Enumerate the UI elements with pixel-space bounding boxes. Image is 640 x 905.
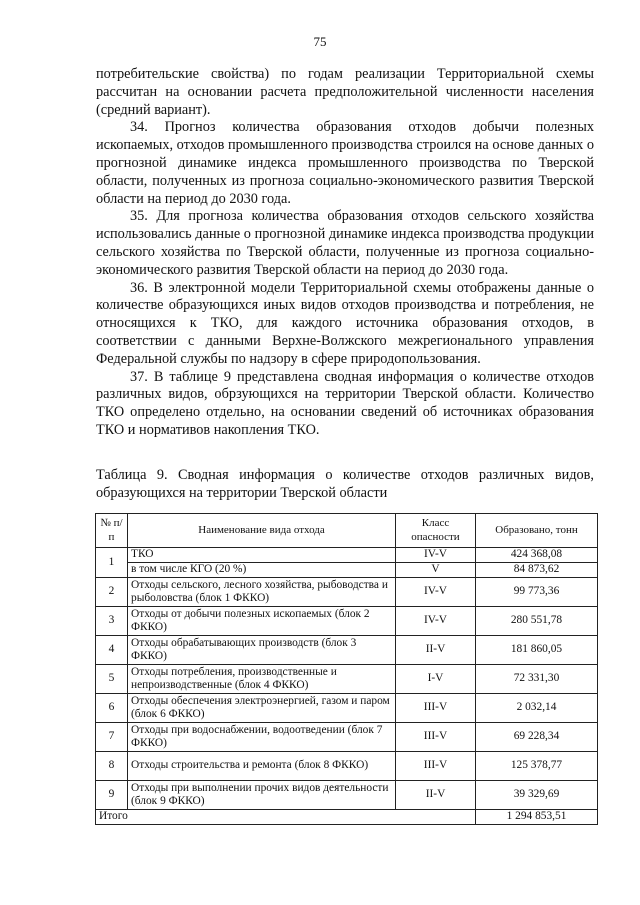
row-class: III-V — [396, 694, 476, 723]
table-row — [96, 636, 598, 665]
table-total-row — [96, 810, 598, 825]
row-class: I-V — [396, 665, 476, 694]
table-row — [96, 723, 598, 752]
row-num: 9 — [96, 781, 128, 810]
row-name: Отходы потребления, производственные и непроизводственные (блок 4 ФККО) — [128, 665, 396, 694]
row-name: ТКО — [128, 548, 396, 563]
row-class: III-V — [396, 723, 476, 752]
table-row — [96, 548, 598, 563]
row-class: III-V — [396, 752, 476, 781]
total-amount: 1 294 853,51 — [476, 810, 598, 825]
table-row — [96, 694, 598, 723]
table-row — [96, 752, 598, 781]
row-num: 5 — [96, 665, 128, 694]
paragraph-35: 35. Для прогноза количества образования отходов сельского хозяйства использовались данные о прогнозной динамике индекса производства продукции сельского хозяйства по Тверской области, полученные из прогноза социально-экономического развития Тверской области на период до 2030 года. — [96, 208, 594, 278]
row-class: IV-V — [396, 548, 476, 563]
paragraph-continuation: потребительские свойства) по годам реализации Территориальной схемы рассчитан на основании расчета предположительной численности населения (средний вариант). — [96, 66, 594, 118]
row-name: Отходы обрабатывающих производств (блок 3 ФККО) — [128, 636, 396, 665]
row-num: 6 — [96, 694, 128, 723]
row-amount: 72 331,30 — [476, 665, 598, 694]
paragraph-36: 36. В электронной модели Территориальной схемы отображены данные о количестве образующихся иных видов отходов производства и потребления, не относящихся к ТКО, для каждого источника образования отходов, в соответствии с данными Верхне-Волжского межрегионального управления Федеральной службы по надзору в сфере природопользования. — [96, 279, 594, 367]
header-name: Наименование вида отхода — [128, 514, 396, 548]
table-header-row — [96, 514, 598, 548]
row-name: Отходы при выполнении прочих видов деятельности (блок 9 ФККО) — [128, 781, 396, 810]
row-name: Отходы строительства и ремонта (блок 8 ФККО) — [128, 752, 396, 781]
row-name: Отходы сельского, лесного хозяйства, рыбоводства и рыболовства (блок 1 ФККО) — [128, 578, 396, 607]
header-class: Класс опасности — [396, 514, 476, 548]
table-row — [96, 578, 598, 607]
row-amount: 2 032,14 — [476, 694, 598, 723]
row-num: 1 — [96, 548, 128, 578]
table-row — [96, 607, 598, 636]
row-name: в том числе КГО (20 %) — [128, 563, 396, 578]
row-name: Отходы при водоснабжении, водоотведении (блок 7 ФККО) — [128, 723, 396, 752]
row-amount: 181 860,05 — [476, 636, 598, 665]
row-num: 7 — [96, 723, 128, 752]
row-amount: 69 228,34 — [476, 723, 598, 752]
row-class: IV-V — [396, 578, 476, 607]
body-text — [96, 66, 594, 440]
row-num: 3 — [96, 607, 128, 636]
total-label: Итого — [96, 810, 476, 825]
waste-summary-table — [95, 513, 598, 825]
header-amount: Образовано, тонн — [476, 514, 598, 548]
row-num: 4 — [96, 636, 128, 665]
table-row — [96, 665, 598, 694]
page-number: 75 — [313, 34, 327, 49]
row-class: IV-V — [396, 607, 476, 636]
table-caption: Таблица 9. Сводная информация о количестве отходов различных видов, образующихся на территории Тверской области — [96, 467, 594, 501]
row-name: Отходы обеспечения электроэнергией, газом и паром (блок 6 ФККО) — [128, 694, 396, 723]
row-num: 8 — [96, 752, 128, 781]
row-class: V — [396, 563, 476, 578]
paragraph-34: 34. Прогноз количества образования отходов добычи полезных ископаемых, отходов промышленного производства строился на основе данных о прогнозной динамике индекса промышленного производства по Тверской области, полученных из прогноза социально-экономического развития Тверской области на период до 2030 года. — [96, 119, 594, 207]
row-num: 2 — [96, 578, 128, 607]
row-amount: 424 368,08 — [476, 548, 598, 563]
row-class: II-V — [396, 636, 476, 665]
row-amount: 84 873,62 — [476, 563, 598, 578]
row-class: II-V — [396, 781, 476, 810]
row-amount: 39 329,69 — [476, 781, 598, 810]
paragraph-37: 37. В таблице 9 представлена сводная информация о количестве отходов различных видов, обрзующихся на территории Тверской области. Количество ТКО определено отдельно, на основании сведений об источниках образования ТКО и нормативов накопления ТКО. — [96, 368, 594, 438]
row-amount: 280 551,78 — [476, 607, 598, 636]
row-amount: 125 378,77 — [476, 752, 598, 781]
header-num: № п/п — [96, 514, 128, 548]
row-amount: 99 773,36 — [476, 578, 598, 607]
table-row — [96, 563, 598, 578]
row-name: Отходы от добычи полезных ископаемых (блок 2 ФККО) — [128, 607, 396, 636]
table-row — [96, 781, 598, 810]
